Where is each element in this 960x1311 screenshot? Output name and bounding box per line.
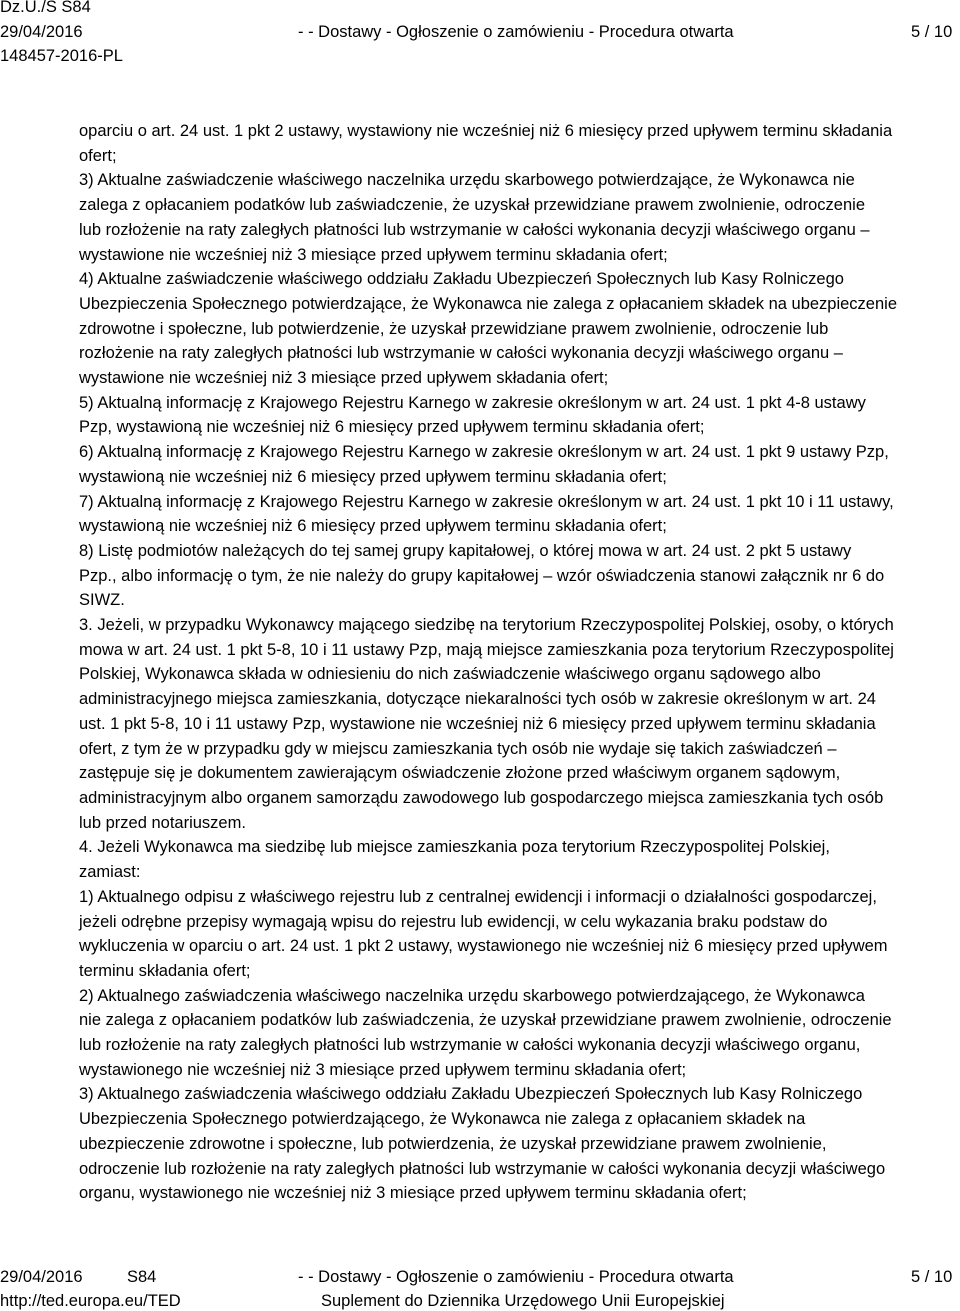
notice-id: 148457-2016-PL bbox=[0, 47, 123, 65]
body-text-line: rozłożenie na raty zaległych płatności lub wstrzymanie w całości wykonania decyzji właściwego organu – bbox=[79, 344, 843, 363]
body-text-line: 3) Aktualne zaświadczenie właściwego naczelnika urzędu skarbowego potwierdzające, że Wykonawca nie bbox=[79, 171, 855, 190]
body-text-line: ofert, z tym że w przypadku gdy w miejscu zamieszkania tych osób nie wydaje się takich zaświadczeń – bbox=[79, 739, 837, 758]
body-text-line: zdrowotne i społeczne, lub potwierdzenie, że uzyskał przewidziane prawem zwolnienie, odroczenie lub bbox=[79, 319, 829, 338]
body-text-line: organu, wystawionego nie wcześniej niż 3 miesiące przed upływem terminu składania ofert; bbox=[79, 1184, 747, 1203]
body-text-line: Pzp, wystawioną nie wcześniej niż 6 miesięcy przed upływem terminu składania ofert; bbox=[79, 418, 705, 437]
body-text-line: lub przed notariuszem. bbox=[79, 813, 246, 832]
body-text-line: Polskiej, Wykonawca składa w odniesieniu do nich zaświadczenie właściwego organu sądowego albo bbox=[79, 665, 821, 684]
body-text-line: nie zalega z opłacaniem podatków lub zaświadczenia, że uzyskał przewidziane prawem zwolnienie, odroczenie bbox=[79, 1011, 892, 1030]
footer-page-number: 5 / 10 bbox=[911, 1268, 953, 1286]
body-text-line: lub rozłożenie na raty zaległych płatności lub wstrzymanie w całości wykonania decyzji właściwego organu – bbox=[79, 220, 870, 239]
body-text-line: lub rozłożenie na raty zaległych płatności lub wstrzymanie w całości wykonania decyzji właściwego organu, bbox=[79, 1036, 861, 1055]
body-text-line: Ubezpieczenia Społecznego potwierdzające, że Wykonawca nie zalega z opłacaniem składek na ubezpieczenie bbox=[79, 294, 898, 313]
body-text-line: zastępuje się je dokumentem zawierającym oświadczenie złożone przed właściwym organem sądowym, bbox=[79, 764, 841, 783]
body-text-line: wystawionego nie wcześniej niż 3 miesiące przed upływem terminu składania ofert; bbox=[79, 1060, 687, 1079]
body-text-line: odroczenie lub rozłożenie na raty zaległych płatności lub wstrzymanie w całości wykonania decyzji właściwego bbox=[79, 1159, 886, 1178]
footer-date: 29/04/2016 bbox=[0, 1268, 83, 1286]
body-text-line: 1) Aktualnego odpisu z właściwego rejestru lub z centralnej ewidencji i informacji o działalności gospodarczej, bbox=[79, 887, 877, 906]
header-notice-title: - - Dostawy - Ogłoszenie o zamówieniu - Procedura otwarta bbox=[298, 23, 734, 41]
body-text-line: 3) Aktualnego zaświadczenia właściwego oddziału Zakładu Ubezpieczeń Społecznych lub Kasy Rolniczego bbox=[79, 1085, 863, 1104]
body-text-line: administracyjnego miejsca zamieszkania, dotyczące niekaralności tych osób w zakresie określonym w art. 24 bbox=[79, 690, 876, 709]
body-text-line: zamiast: bbox=[79, 863, 141, 882]
body-text-line: ubezpieczenie zdrowotne i społeczne, lub potwierdzenia, że uzyskał przewidziane prawem zwolnienie, bbox=[79, 1134, 827, 1153]
body-text-line: 6) Aktualną informację z Krajowego Rejestru Karnego w zakresie określonym w art. 24 ust. 1 pkt 9 ustawy Pzp, bbox=[79, 443, 889, 462]
footer-notice-title: - - Dostawy - Ogłoszenie o zamówieniu - Procedura otwarta bbox=[298, 1268, 734, 1286]
body-text-line: wykluczenia w oparciu o art. 24 ust. 1 pkt 2 ustawy, wystawionego nie wcześniej niż 6 miesięcy przed upływem bbox=[79, 937, 888, 956]
body-text-line: administracyjnym albo organem samorządu zawodowego lub gospodarczego miejsca zamieszkania tych osób bbox=[79, 788, 884, 807]
body-text-line: 7) Aktualną informację z Krajowego Rejestru Karnego w zakresie określonym w art. 24 ust. 1 pkt 10 i 11 ustawy, bbox=[79, 492, 894, 511]
body-text-line: SIWZ. bbox=[79, 591, 125, 610]
body-text-line: wystawione nie wcześniej niż 3 miesiące przed upływem składania ofert; bbox=[79, 369, 609, 388]
footer-supplement-title: Suplement do Dziennika Urzędowego Unii Europejskiej bbox=[321, 1292, 725, 1310]
header-page-number: 5 / 10 bbox=[911, 23, 953, 41]
journal-reference: Dz.U./S S84 bbox=[0, 0, 91, 16]
body-text-line: ofert; bbox=[79, 146, 117, 165]
body-text-line: 2) Aktualnego zaświadczenia właściwego naczelnika urzędu skarbowego potwierdzającego, że Wykonawca bbox=[79, 986, 865, 1005]
body-text-line: wystawioną nie wcześniej niż 6 miesięcy przed upływem terminu składania ofert; bbox=[79, 467, 667, 486]
body-text-line: terminu składania ofert; bbox=[79, 961, 251, 980]
document-body bbox=[79, 119, 959, 1206]
body-text-line: 5) Aktualną informację z Krajowego Rejestru Karnego w zakresie określonym w art. 24 ust. 1 pkt 4-8 ustawy bbox=[79, 393, 866, 412]
body-text-line: oparciu o art. 24 ust. 1 pkt 2 ustawy, wystawiony nie wcześniej niż 6 miesięcy przed upływem terminu składania bbox=[79, 122, 893, 140]
footer-series: S84 bbox=[127, 1268, 157, 1286]
body-text-line: 4. Jeżeli Wykonawca ma siedzibę lub miejsce zamieszkania poza terytorium Rzeczypospolitej Polskiej, bbox=[79, 838, 830, 857]
header-date: 29/04/2016 bbox=[0, 23, 83, 41]
body-text-line: 8) Listę podmiotów należących do tej samej grupy kapitałowej, o której mowa w art. 24 ust. 2 pkt 5 ustawy bbox=[79, 541, 852, 560]
body-text-line: wystawione nie wcześniej niż 3 miesiące przed upływem terminu składania ofert; bbox=[79, 245, 668, 264]
footer-ted-link[interactable]: http://ted.europa.eu/TED bbox=[0, 1292, 181, 1310]
body-text-line: zalega z opłacaniem podatków lub zaświadczenie, że uzyskał przewidziane prawem zwolnienie, odroczenie bbox=[79, 196, 866, 215]
body-text-line: ust. 1 pkt 5-8, 10 i 11 ustawy Pzp, wystawione nie wcześniej niż 6 miesięcy przed upływem terminu składania bbox=[79, 714, 876, 733]
body-text-line: jeżeli odrębne przepisy wymagają wpisu do rejestru lub ewidencji, w celu wykazania braku podstaw do bbox=[79, 912, 828, 931]
body-text-line: Ubezpieczenia Społecznego potwierdzającego, że Wykonawca nie zalega z opłacaniem składek na bbox=[79, 1110, 806, 1129]
body-text-line: Pzp., albo informację o tym, że nie należy do grupy kapitałowej – wzór oświadczenia stanowi załącznik nr 6 do bbox=[79, 566, 885, 585]
body-text-line: mowa w art. 24 ust. 1 pkt 5-8, 10 i 11 ustawy Pzp, mają miejsce zamieszkania poza terytorium Rzeczypospolitej bbox=[79, 640, 894, 659]
body-text-line: 3. Jeżeli, w przypadku Wykonawcy mającego siedzibę na terytorium Rzeczypospolitej Polskiej, osoby, o których bbox=[79, 616, 894, 635]
body-text-line: wystawioną nie wcześniej niż 6 miesięcy przed upływem terminu składania ofert; bbox=[79, 517, 667, 536]
body-text-line: 4) Aktualne zaświadczenie właściwego oddziału Zakładu Ubezpieczeń Społecznych lub Kasy Rolniczego bbox=[79, 270, 844, 289]
